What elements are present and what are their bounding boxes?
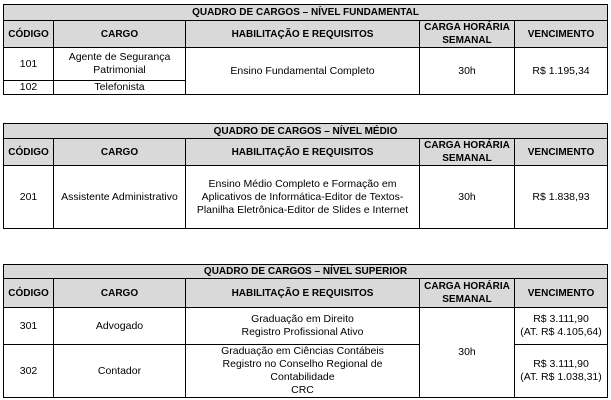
cell-cargo: Agente de Segurança Patrimonial — [54, 48, 186, 81]
header-carga-horaria: CARGA HORÁRIA SEMANAL — [420, 21, 515, 48]
table-nivel-medio — [3, 123, 608, 229]
table-title: QUADRO DE CARGOS – NÍVEL FUNDAMENTAL — [4, 5, 608, 21]
header-vencimento: VENCIMENTO — [515, 21, 608, 48]
cell-vencimento: R$ 3.111,90 (AT. R$ 4.105,64) — [515, 308, 608, 345]
table-row — [4, 345, 608, 398]
header-habilitacao: HABILITAÇÃO E REQUISITOS — [186, 279, 420, 308]
header-habilitacao: HABILITAÇÃO E REQUISITOS — [186, 139, 420, 166]
table-nivel-superior — [3, 264, 608, 398]
cell-carga: 30h — [420, 308, 515, 398]
cell-vencimento: R$ 1.838,93 — [515, 166, 608, 229]
cell-cargo: Telefonista — [54, 81, 186, 95]
table-nivel-fundamental — [3, 4, 608, 95]
cell-codigo: 301 — [4, 308, 54, 345]
cell-carga: 30h — [420, 48, 515, 95]
header-carga-horaria: CARGA HORÁRIA SEMANAL — [420, 279, 515, 308]
header-cargo: CARGO — [54, 279, 186, 308]
cell-codigo: 201 — [4, 166, 54, 229]
table-row — [4, 166, 608, 229]
header-vencimento: VENCIMENTO — [515, 279, 608, 308]
cell-vencimento: R$ 1.195,34 — [515, 48, 608, 95]
cell-habilitacao: Ensino Fundamental Completo — [186, 48, 420, 95]
cell-carga: 30h — [420, 166, 515, 229]
header-codigo: CÓDIGO — [4, 21, 54, 48]
header-cargo: CARGO — [54, 139, 186, 166]
header-habilitacao: HABILITAÇÃO E REQUISITOS — [186, 21, 420, 48]
cell-codigo: 101 — [4, 48, 54, 81]
cell-codigo: 102 — [4, 81, 54, 95]
cell-cargo: Assistente Administrativo — [54, 166, 186, 229]
header-codigo: CÓDIGO — [4, 139, 54, 166]
cell-habilitacao: Graduação em Direito Registro Profissional Ativo — [186, 308, 420, 345]
header-carga-horaria: CARGA HORÁRIA SEMANAL — [420, 139, 515, 166]
cell-vencimento: R$ 3.111,90 (AT. R$ 1.038,31) — [515, 345, 608, 398]
cell-habilitacao: Ensino Médio Completo e Formação em Aplicativos de Informática-Editor de Textos- Planilha Eletrônica-Editor de Slides e Internet — [186, 166, 420, 229]
table-row — [4, 48, 608, 81]
cell-cargo: Contador — [54, 345, 186, 398]
table-title: QUADRO DE CARGOS – NÍVEL SUPERIOR — [4, 265, 608, 279]
cell-habilitacao: Graduação em Ciências Contábeis Registro no Conselho Regional de Contabilidade CRC — [186, 345, 420, 398]
cell-codigo: 302 — [4, 345, 54, 398]
header-vencimento: VENCIMENTO — [515, 139, 608, 166]
cell-cargo: Advogado — [54, 308, 186, 345]
table-title: QUADRO DE CARGOS – NÍVEL MÉDIO — [4, 124, 608, 139]
table-row — [4, 308, 608, 345]
header-cargo: CARGO — [54, 21, 186, 48]
header-codigo: CÓDIGO — [4, 279, 54, 308]
